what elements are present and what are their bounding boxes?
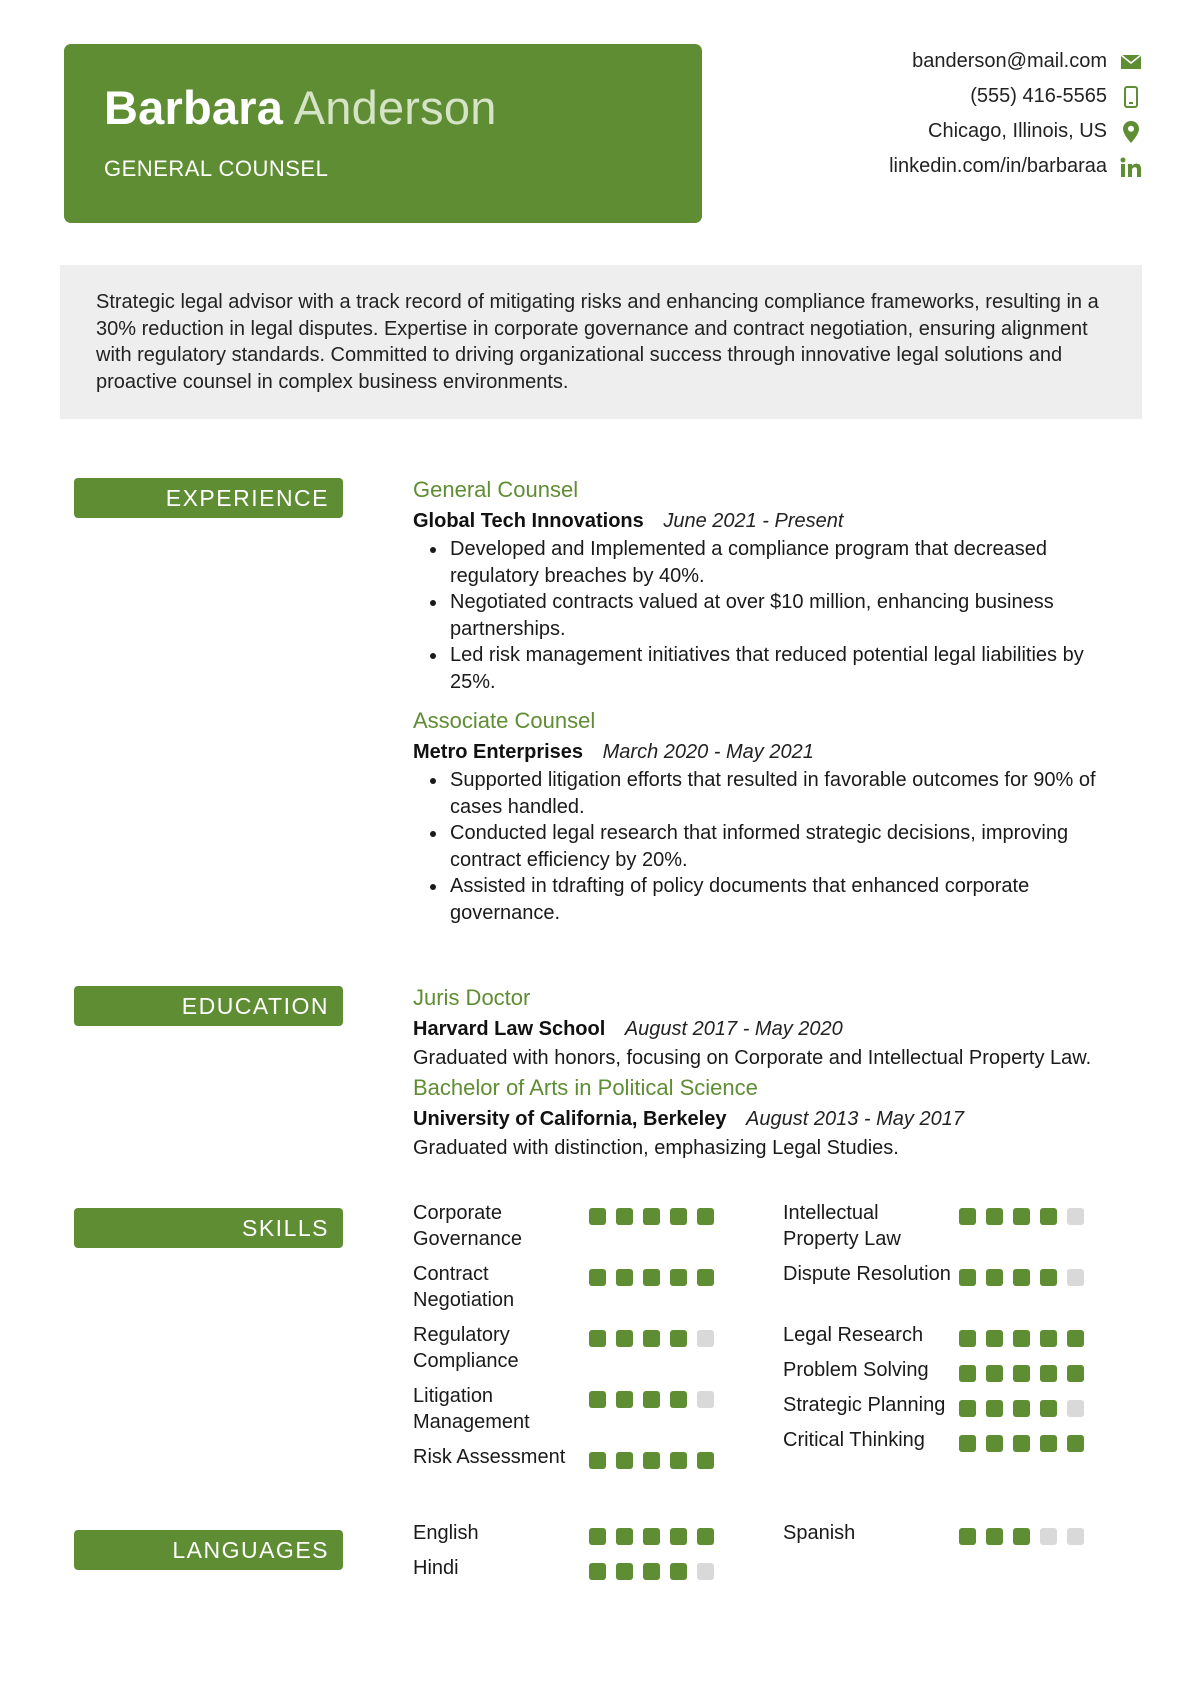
languages-column-left bbox=[413, 1520, 753, 1590]
skill-rating bbox=[589, 1391, 724, 1408]
contact-email[interactable] bbox=[889, 44, 1143, 79]
rating-dot-filled bbox=[697, 1452, 714, 1469]
rating-dot-empty bbox=[1067, 1400, 1084, 1417]
skill-name: Contract Negotiation bbox=[413, 1263, 515, 1311]
skill-rating bbox=[959, 1330, 1094, 1347]
skill-item bbox=[783, 1322, 1123, 1357]
bullet-item: • Developed and Implemented a compliance program that decreased regulatory breaches by 40%. bbox=[448, 536, 1133, 589]
linkedin-text[interactable]: linkedin.com/in/barbaraa bbox=[889, 155, 1107, 177]
rating-dot-filled bbox=[986, 1400, 1003, 1417]
rating-dot-filled bbox=[589, 1452, 606, 1469]
rating-dot-filled bbox=[1040, 1435, 1057, 1452]
rating-dot-empty bbox=[1067, 1528, 1084, 1545]
education-dates: August 2017 - May 2020 bbox=[624, 1018, 843, 1040]
rating-dot-filled bbox=[643, 1452, 660, 1469]
skill-name: Intellectual Property Law bbox=[783, 1202, 901, 1250]
rating-dot-filled bbox=[616, 1208, 633, 1225]
skill-item bbox=[413, 1322, 753, 1383]
rating-dot-empty bbox=[697, 1391, 714, 1408]
rating-dot-filled bbox=[959, 1400, 976, 1417]
rating-dot-filled bbox=[1013, 1269, 1030, 1286]
rating-dot-filled bbox=[589, 1391, 606, 1408]
rating-dot-filled bbox=[616, 1330, 633, 1347]
bullet-item: • Negotiated contracts valued at over $10 million, enhancing business partnerships. bbox=[448, 589, 1133, 642]
skill-name: Dispute Resolution bbox=[783, 1263, 951, 1285]
job-entry bbox=[413, 474, 1133, 695]
section-label-experience: EXPERIENCE bbox=[74, 478, 343, 518]
section-label-education: EDUCATION bbox=[74, 986, 343, 1026]
contact-phone[interactable] bbox=[889, 79, 1143, 114]
contact-linkedin[interactable] bbox=[889, 149, 1143, 184]
job-entry bbox=[413, 705, 1133, 926]
skill-name: Critical Thinking bbox=[783, 1429, 925, 1451]
rating-dot-filled bbox=[1013, 1208, 1030, 1225]
skill-rating bbox=[589, 1208, 724, 1225]
rating-dot-filled bbox=[1013, 1400, 1030, 1417]
skill-name: Risk Assessment bbox=[413, 1446, 566, 1468]
rating-dot-filled bbox=[959, 1208, 976, 1225]
rating-dot-filled bbox=[616, 1452, 633, 1469]
skill-item bbox=[413, 1383, 753, 1444]
rating-dot-filled bbox=[670, 1528, 687, 1545]
rating-dot-filled bbox=[589, 1563, 606, 1580]
skill-item bbox=[413, 1261, 753, 1322]
job-role: GENERAL COUNSEL bbox=[104, 156, 329, 181]
skill-item bbox=[413, 1444, 753, 1479]
contact-block bbox=[889, 44, 1143, 184]
degree-title: Bachelor of Arts in Political Science bbox=[413, 1075, 758, 1100]
rating-dot-filled bbox=[697, 1269, 714, 1286]
rating-dot-filled bbox=[643, 1208, 660, 1225]
rating-dot-filled bbox=[1040, 1269, 1057, 1286]
education-desc: Graduated with distinction, emphasizing Legal Studies. bbox=[413, 1137, 899, 1159]
rating-dot-filled bbox=[1013, 1365, 1030, 1382]
rating-dot-filled bbox=[986, 1365, 1003, 1382]
rating-dot-filled bbox=[1013, 1330, 1030, 1347]
education-dates: August 2013 - May 2017 bbox=[746, 1108, 964, 1130]
rating-dot-filled bbox=[1067, 1365, 1084, 1382]
rating-dot-filled bbox=[616, 1563, 633, 1580]
skill-rating bbox=[959, 1400, 1094, 1417]
job-meta bbox=[413, 737, 1133, 767]
skill-item bbox=[413, 1200, 753, 1261]
rating-dot-filled bbox=[697, 1528, 714, 1545]
skill-rating bbox=[959, 1208, 1094, 1225]
school-name: Harvard Law School bbox=[413, 1018, 606, 1040]
rating-dot-filled bbox=[1067, 1330, 1084, 1347]
job-title: Associate Counsel bbox=[413, 708, 596, 733]
rating-dot-empty bbox=[1067, 1269, 1084, 1286]
rating-dot-filled bbox=[670, 1391, 687, 1408]
skills-column-right bbox=[783, 1200, 1123, 1462]
skill-rating bbox=[589, 1330, 724, 1347]
phone-icon bbox=[1119, 85, 1143, 109]
rating-dot-filled bbox=[986, 1208, 1003, 1225]
school-name: University of California, Berkeley bbox=[413, 1108, 727, 1130]
skill-name: Strategic Planning bbox=[783, 1394, 946, 1416]
location-text: Chicago, Illinois, US bbox=[928, 120, 1107, 142]
degree-title: Juris Doctor bbox=[413, 985, 531, 1010]
education-entry bbox=[413, 982, 1133, 1072]
rating-dot-filled bbox=[589, 1330, 606, 1347]
company-name: Global Tech Innovations bbox=[413, 510, 644, 532]
rating-dot-empty bbox=[697, 1563, 714, 1580]
linkedin-icon bbox=[1119, 155, 1143, 179]
skills-column-left bbox=[413, 1200, 753, 1479]
rating-dot-filled bbox=[1013, 1435, 1030, 1452]
bullet-item: • Led risk management initiatives that reduced potential legal liabilities by 25%. bbox=[448, 642, 1133, 695]
language-rating bbox=[589, 1528, 724, 1545]
skill-item bbox=[783, 1261, 1123, 1322]
skill-rating bbox=[589, 1452, 724, 1469]
candidate-name bbox=[104, 80, 497, 135]
rating-dot-filled bbox=[986, 1528, 1003, 1545]
summary-text: Strategic legal advisor with a track record of mitigating risks and enhancing compliance frameworks, resulting in a 30% reduction in legal disputes. Expertise in corporate governance and contract negotiation, ensuring alignment with regulatory standards. Committed to driving organizational success through innovative legal solutions and proactive counsel in complex business environments. bbox=[96, 291, 1099, 393]
job-meta bbox=[413, 506, 1133, 536]
bullet-item: • Assisted in tdrafting of policy documents that enhanced corporate governance. bbox=[448, 873, 1133, 926]
rating-dot-filled bbox=[1067, 1435, 1084, 1452]
rating-dot-filled bbox=[643, 1330, 660, 1347]
experience-section bbox=[413, 474, 1133, 926]
rating-dot-filled bbox=[959, 1528, 976, 1545]
rating-dot-filled bbox=[1040, 1365, 1057, 1382]
summary-box bbox=[60, 265, 1142, 419]
education-meta bbox=[413, 1014, 1133, 1044]
languages-column-right bbox=[783, 1520, 1123, 1555]
rating-dot-filled bbox=[643, 1563, 660, 1580]
job-dates: June 2021 - Present bbox=[663, 510, 844, 532]
rating-dot-filled bbox=[959, 1269, 976, 1286]
section-label-languages: LANGUAGES bbox=[74, 1530, 343, 1570]
rating-dot-empty bbox=[697, 1330, 714, 1347]
rating-dot-filled bbox=[616, 1391, 633, 1408]
education-desc: Graduated with honors, focusing on Corporate and Intellectual Property Law. bbox=[413, 1047, 1092, 1069]
education-meta bbox=[413, 1104, 1133, 1134]
rating-dot-filled bbox=[616, 1269, 633, 1286]
job-title: General Counsel bbox=[413, 477, 579, 502]
rating-dot-filled bbox=[643, 1391, 660, 1408]
bullet-item: • Supported litigation efforts that resulted in favorable outcomes for 90% of cases handled. bbox=[448, 767, 1133, 820]
rating-dot-filled bbox=[589, 1208, 606, 1225]
education-section bbox=[413, 982, 1133, 1162]
first-name: Barbara bbox=[104, 81, 284, 134]
last-name: Anderson bbox=[293, 81, 497, 134]
company-name: Metro Enterprises bbox=[413, 741, 584, 763]
rating-dot-filled bbox=[959, 1365, 976, 1382]
rating-dot-filled bbox=[616, 1528, 633, 1545]
rating-dot-filled bbox=[643, 1269, 660, 1286]
rating-dot-filled bbox=[1040, 1400, 1057, 1417]
rating-dot-filled bbox=[986, 1330, 1003, 1347]
header-banner bbox=[64, 44, 702, 223]
skill-name: Legal Research bbox=[783, 1324, 924, 1346]
rating-dot-filled bbox=[670, 1452, 687, 1469]
rating-dot-filled bbox=[1013, 1528, 1030, 1545]
skill-item bbox=[783, 1392, 1123, 1427]
language-rating bbox=[959, 1528, 1094, 1545]
language-item bbox=[413, 1520, 753, 1555]
phone-text[interactable]: (555) 416-5565 bbox=[970, 85, 1107, 107]
rating-dot-filled bbox=[643, 1528, 660, 1545]
skill-rating bbox=[959, 1269, 1094, 1286]
rating-dot-filled bbox=[670, 1563, 687, 1580]
rating-dot-empty bbox=[1040, 1528, 1057, 1545]
language-name: English bbox=[413, 1522, 479, 1544]
skill-rating bbox=[959, 1435, 1094, 1452]
contact-location bbox=[889, 114, 1143, 149]
job-bullets bbox=[413, 767, 1133, 926]
rating-dot-filled bbox=[986, 1435, 1003, 1452]
rating-dot-filled bbox=[589, 1528, 606, 1545]
language-name: Hindi bbox=[413, 1557, 459, 1579]
bullet-item: • Conducted legal research that informed strategic decisions, improving contract efficiency by 20%. bbox=[448, 820, 1133, 873]
skill-rating bbox=[959, 1365, 1094, 1382]
skill-name: Regulatory Compliance bbox=[413, 1324, 519, 1372]
language-item bbox=[413, 1555, 753, 1590]
rating-dot-filled bbox=[670, 1269, 687, 1286]
education-entry bbox=[413, 1072, 1133, 1162]
skill-item bbox=[783, 1427, 1123, 1462]
rating-dot-filled bbox=[670, 1330, 687, 1347]
rating-dot-empty bbox=[1067, 1208, 1084, 1225]
language-item bbox=[783, 1520, 1123, 1555]
rating-dot-filled bbox=[1040, 1208, 1057, 1225]
job-dates: March 2020 - May 2021 bbox=[602, 741, 814, 763]
rating-dot-filled bbox=[1040, 1330, 1057, 1347]
skill-item bbox=[783, 1357, 1123, 1392]
location-pin-icon bbox=[1119, 120, 1143, 144]
job-bullets bbox=[413, 536, 1133, 695]
rating-dot-filled bbox=[589, 1269, 606, 1286]
skill-item bbox=[783, 1200, 1123, 1261]
envelope-icon bbox=[1119, 50, 1143, 74]
section-label-skills: SKILLS bbox=[74, 1208, 343, 1248]
skill-rating bbox=[589, 1269, 724, 1286]
rating-dot-filled bbox=[986, 1269, 1003, 1286]
rating-dot-filled bbox=[697, 1208, 714, 1225]
language-rating bbox=[589, 1563, 724, 1580]
skill-name: Corporate Governance bbox=[413, 1202, 522, 1250]
rating-dot-filled bbox=[959, 1330, 976, 1347]
email-text[interactable]: banderson@mail.com bbox=[912, 50, 1107, 72]
skill-name: Problem Solving bbox=[783, 1359, 929, 1381]
rating-dot-filled bbox=[959, 1435, 976, 1452]
skill-name: Litigation Management bbox=[413, 1385, 530, 1433]
language-name: Spanish bbox=[783, 1522, 856, 1544]
rating-dot-filled bbox=[670, 1208, 687, 1225]
